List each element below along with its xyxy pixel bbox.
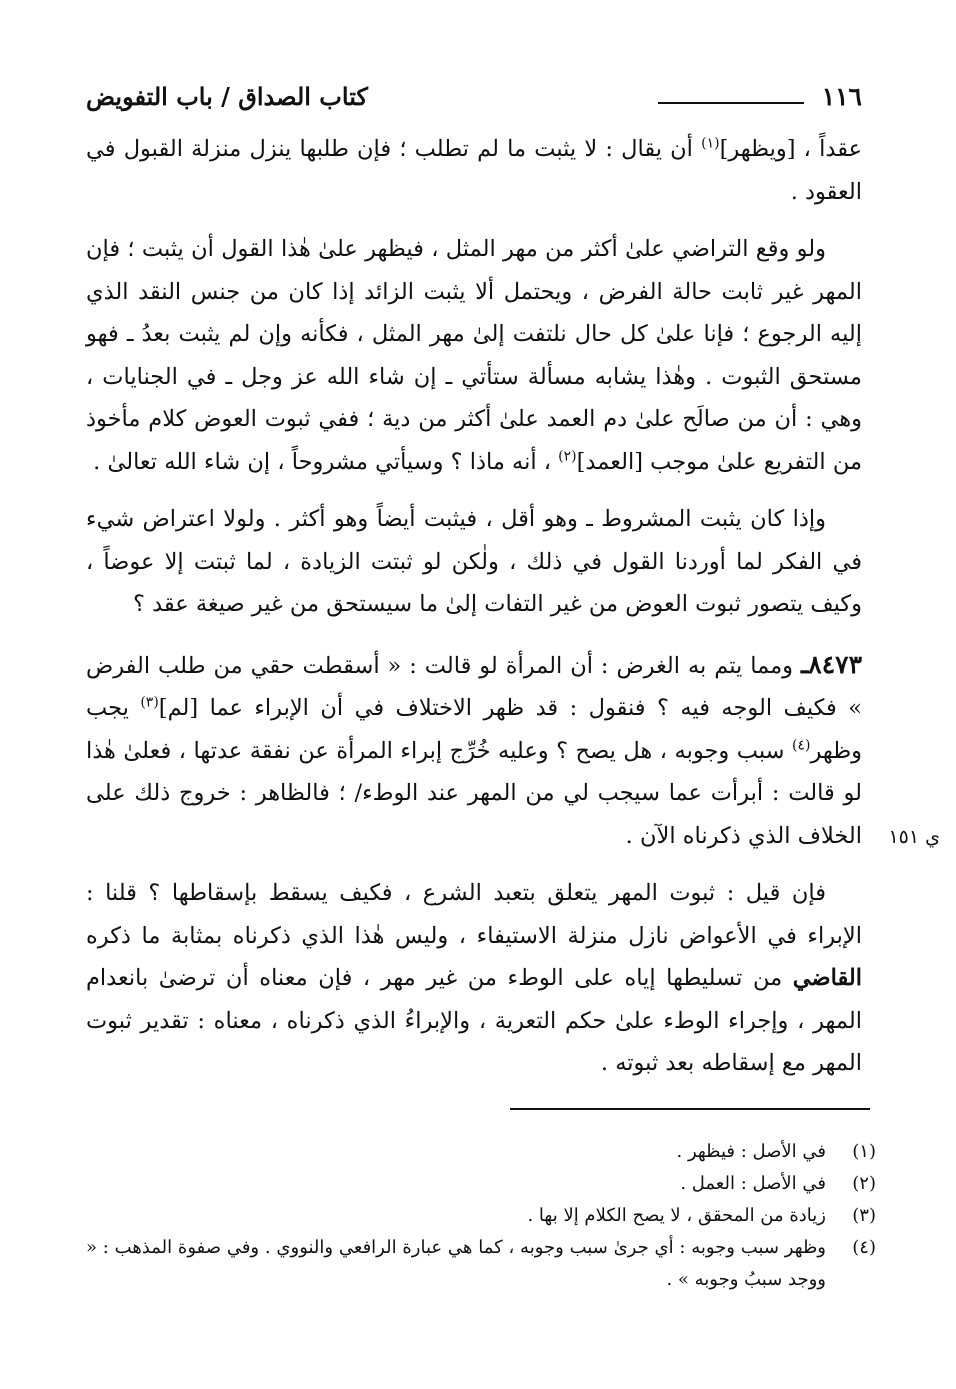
paragraph-5-text-a: فإن قيل : ثبوت المهر يتعلق بتعبد الشرع ، فكيف يسقط بإسقاطها ؟ قلنا : الإبراء في الأعواض نازل منزلة الاستيفاء ، وليس هٰذا الذي ذكرناه بمثابة ما ذكره xyxy=(86,880,862,949)
issue-number: ٨٤٧٣ـ xyxy=(800,649,862,679)
header-rule xyxy=(658,102,804,104)
paragraph-3: وإذا كان يثبت المشروط ـ وهو أقل ، فيثبت أيضاً وهو أكثر . ولولا اعتراض شيء في الفكر لما أوردنا القول في ذلك ، ولٰكن لو ثبتت الزيادة ، لما ثبتت إلا عوضاً ، وكيف يتصور ثبوت العوض من غير التفات إلىٰ ما سيستحق من غير صيغة عقد ؟ xyxy=(86,506,862,617)
footnote-ref-4: (٤) xyxy=(791,737,811,753)
paragraph-4-text-c: سبب وجوبه ، هل يصح ؟ وعليه خُرِّج إبراء المرأة عن نفقة عدتها ، فعلىٰ هٰذا لو قالت : أبرأت عما سيجب لي من المهر عند الوطء/ ؛ فالظاهر : خروج ذلك على الخلاف الذي ذكرناه الآن . xyxy=(86,737,862,849)
footnote-number: (٢) xyxy=(852,1173,876,1194)
page-header xyxy=(86,80,862,114)
footnote-number: (١) xyxy=(852,1141,876,1162)
paragraph-1 xyxy=(86,128,862,213)
cited-name: القاضي xyxy=(792,965,862,991)
paragraph-2 xyxy=(86,228,862,483)
footnote-divider xyxy=(510,1108,870,1110)
footnote-text: وظهر سبب وجوبه : أي جرىٰ سبب وجوبه ، كما هي عبارة الرافعي والنووي . وفي صفوة المذهب : « ووجد سببُ وجوبه » . xyxy=(86,1237,826,1290)
running-title: كتاب الصداق / باب التفويض xyxy=(86,82,368,111)
paragraph-1-text-b: أن يقال : لا يثبت ما لم تطلب ؛ فإن طلبها ينزل منزلة القبول في العقود . xyxy=(86,136,862,205)
paragraph-4 xyxy=(86,644,862,858)
paragraph-2-text-b: ، أنه ماذا ؟ وسيأتي مشروحاً ، إن شاء الله تعالىٰ . xyxy=(93,448,559,475)
manuscript-margin-note: ي ١٥١ xyxy=(888,826,940,848)
footnote-ref-2: (٢) xyxy=(558,448,577,464)
footnote-4 xyxy=(86,1232,876,1296)
footnote-text: في الأصل : فيظهر . xyxy=(676,1141,826,1162)
footnote-ref-3: (٣) xyxy=(140,694,159,711)
footnote-number: (٣) xyxy=(852,1205,876,1226)
footnote-2 xyxy=(86,1168,876,1200)
footnotes xyxy=(86,1136,876,1296)
footnote-text: في الأصل : العمل . xyxy=(680,1173,826,1194)
paragraph-5-text-b: من تسليطها إياه على الوطء من غير مهر ، فإن معناه أن ترضىٰ بانعدام المهر ، وإجراء الوطء علىٰ حكم التعرية ، والإبراءُ الذي ذكرناه ، معناه : تقدير ثبوت المهر مع إسقاطه بعد ثبوته . xyxy=(86,965,862,1076)
footnote-ref-1: (١) xyxy=(701,135,720,152)
page-number: ١١٦ xyxy=(821,82,862,111)
main-text xyxy=(86,128,862,1085)
footnote-3 xyxy=(86,1200,876,1232)
footnote-number: (٤) xyxy=(852,1237,876,1258)
paragraph-4-text-b: يجب وظهر xyxy=(86,695,862,764)
paragraph-5 xyxy=(86,872,862,1085)
footnote-text: زيادة من المحقق ، لا يصح الكلام إلا بها . xyxy=(527,1205,826,1226)
paragraph-2-text-a: ولو وقع التراضي علىٰ أكثر من مهر المثل ، فيظهر علىٰ هٰذا القول أن يثبت ؛ فإن المهر غير ثابت حالة الفرض ، ويحتمل ألا يثبت الزائد إذا كان من جنس النقد الذي إليه الرجوع ؛ فإنا علىٰ كل حال نلتفت إلىٰ مهر المثل ، فكأنه وإن لم يثبت بعدُ ـ فهو مستحق الثبوت . وهٰذا يشابه مسألة ستأتي ـ إن شاء الله عز وجل ـ في الجنايات ، وهي : أن من صالَح علىٰ دم العمد علىٰ أكثر من دية ؛ ففي ثبوت العوض كلام مأخوذ من التفريع علىٰ موجب [العمد] xyxy=(86,236,862,475)
paragraph-1-text-a: عقداً ، [ويظهر] xyxy=(719,136,862,162)
paragraph-4-text-a: ومما يتم به الغرض : أن المرأة لو قالت : « أسقطت حقي من طلب الفرض » فكيف الوجه فيه ؟ فنقول : قد ظهر الاختلاف في أن الإبراء عما [لم] xyxy=(86,652,862,721)
footnote-1 xyxy=(86,1136,876,1168)
